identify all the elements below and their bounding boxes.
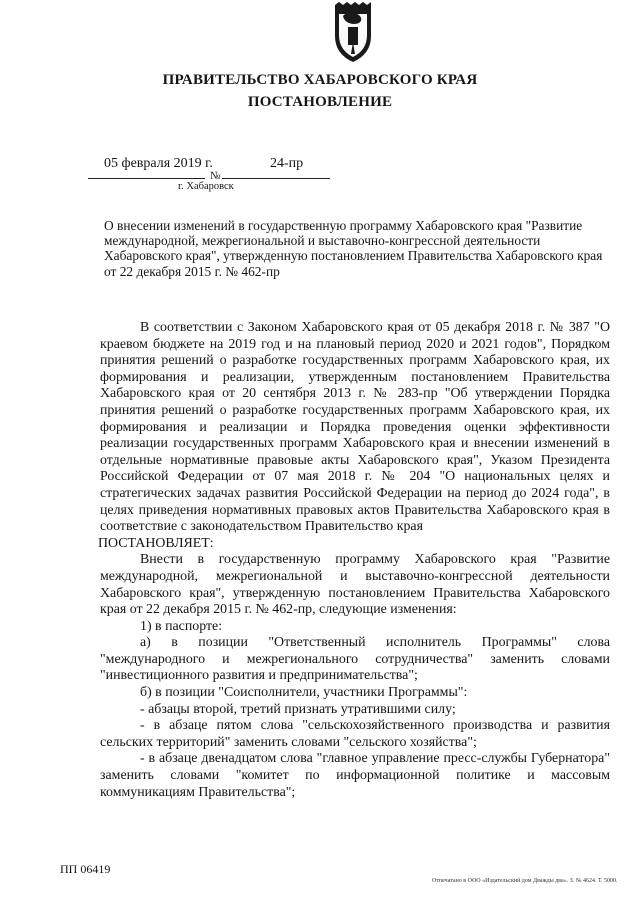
item-1a: а) в позиции "Ответственный исполнитель Программы" слова "международного и межрегионального сотрудничества" заменить словами "инвестиционного развития и предпринимательства";: [100, 635, 610, 684]
resolution-title: О внесении изменений в государственную программу Хабаровского края "Развитие международной, межрегиональной и выставочно-конгрессной деятельности Хабаровского края", утвержденную постановлением Правительства Хабаровского края от 22 декабря 2015 г. № 462-пр: [104, 218, 603, 279]
document-type-heading: ПОСТАНОВЛЕНИЕ: [247, 94, 393, 110]
government-heading: ПРАВИТЕЛЬСТВО ХАБАРОВСКОГО КРАЯ: [162, 72, 478, 88]
printer-note: Отпечатано в ООО «Издательский дом Дважды два». З. № 4624. Т. 5000.: [432, 878, 618, 884]
resolves-label: ПОСТАНОВЛЯЕТ:: [98, 535, 214, 551]
dash-item-3: - в абзаце двенадцатом слова "главное управление пресс-службы Губернатора" заменить словами "комитет по информационной политике и массовым коммуникациям Правительства";: [100, 751, 610, 800]
document-date: 05 февраля 2019 г.: [104, 156, 213, 171]
item-1: 1) в паспорте:: [140, 618, 223, 634]
dash-item-1: - абзацы второй, третий признать утратившими силу;: [140, 701, 456, 717]
preamble-paragraph: В соответствии с Законом Хабаровского края от 05 декабря 2018 г. № 387 "О краевом бюджете на 2019 год и на плановый период 2020 и 2021 годов", Порядком принятия решений о разработке государственных программ Хабаровского края, их формирования и реализации, утвержденным постановлением Правительства Хабаровского края от 20 сентября 2013 г. № 283-пр "Об утверждении Порядка принятия решений о разработке государственных программ Хабаровского края, их формирования и реализации и Порядка проведения оценки эффективности реализации государственных программ Хабаровского края и внесении изменений в отдельные нормативные правовые акты Хабаровского края", Указом Президента Российской Федерации от 07 мая 2018 г. № 204 "О национальных целях и стратегических задачах развития Российской Федерации на период до 2024 года", в целях приведения нормативных правовых актов Правительства Хабаровского края в соответствие с законодательством Правительство края: [100, 320, 610, 535]
document-number: 24-пр: [270, 156, 304, 171]
intro-paragraph: Внести в государственную программу Хабаровского края "Развитие международной, межрегиональной и выставочно-конгрессной деятельности Хабаровского края", утвержденную постановлением Правительства Хабаровского края от 22 декабря 2015 г. № 462-пр, следующие изменения:: [100, 552, 610, 618]
document-body: [100, 320, 610, 801]
coat-of-arms-emblem: [330, 2, 376, 64]
date-underline: [88, 178, 205, 179]
number-underline: [222, 178, 330, 179]
number-sign: №: [210, 170, 221, 182]
document-code: ПП 06419: [60, 862, 111, 876]
city-label: г. Хабаровск: [178, 181, 234, 192]
dash-item-2: - в абзаце пятом слова "сельскохозяйственного производства и развития сельских территорий" заменить словами "сельского хозяйства";: [100, 718, 610, 750]
item-1b: б) в позиции "Соисполнители, участники Программы":: [140, 685, 468, 701]
